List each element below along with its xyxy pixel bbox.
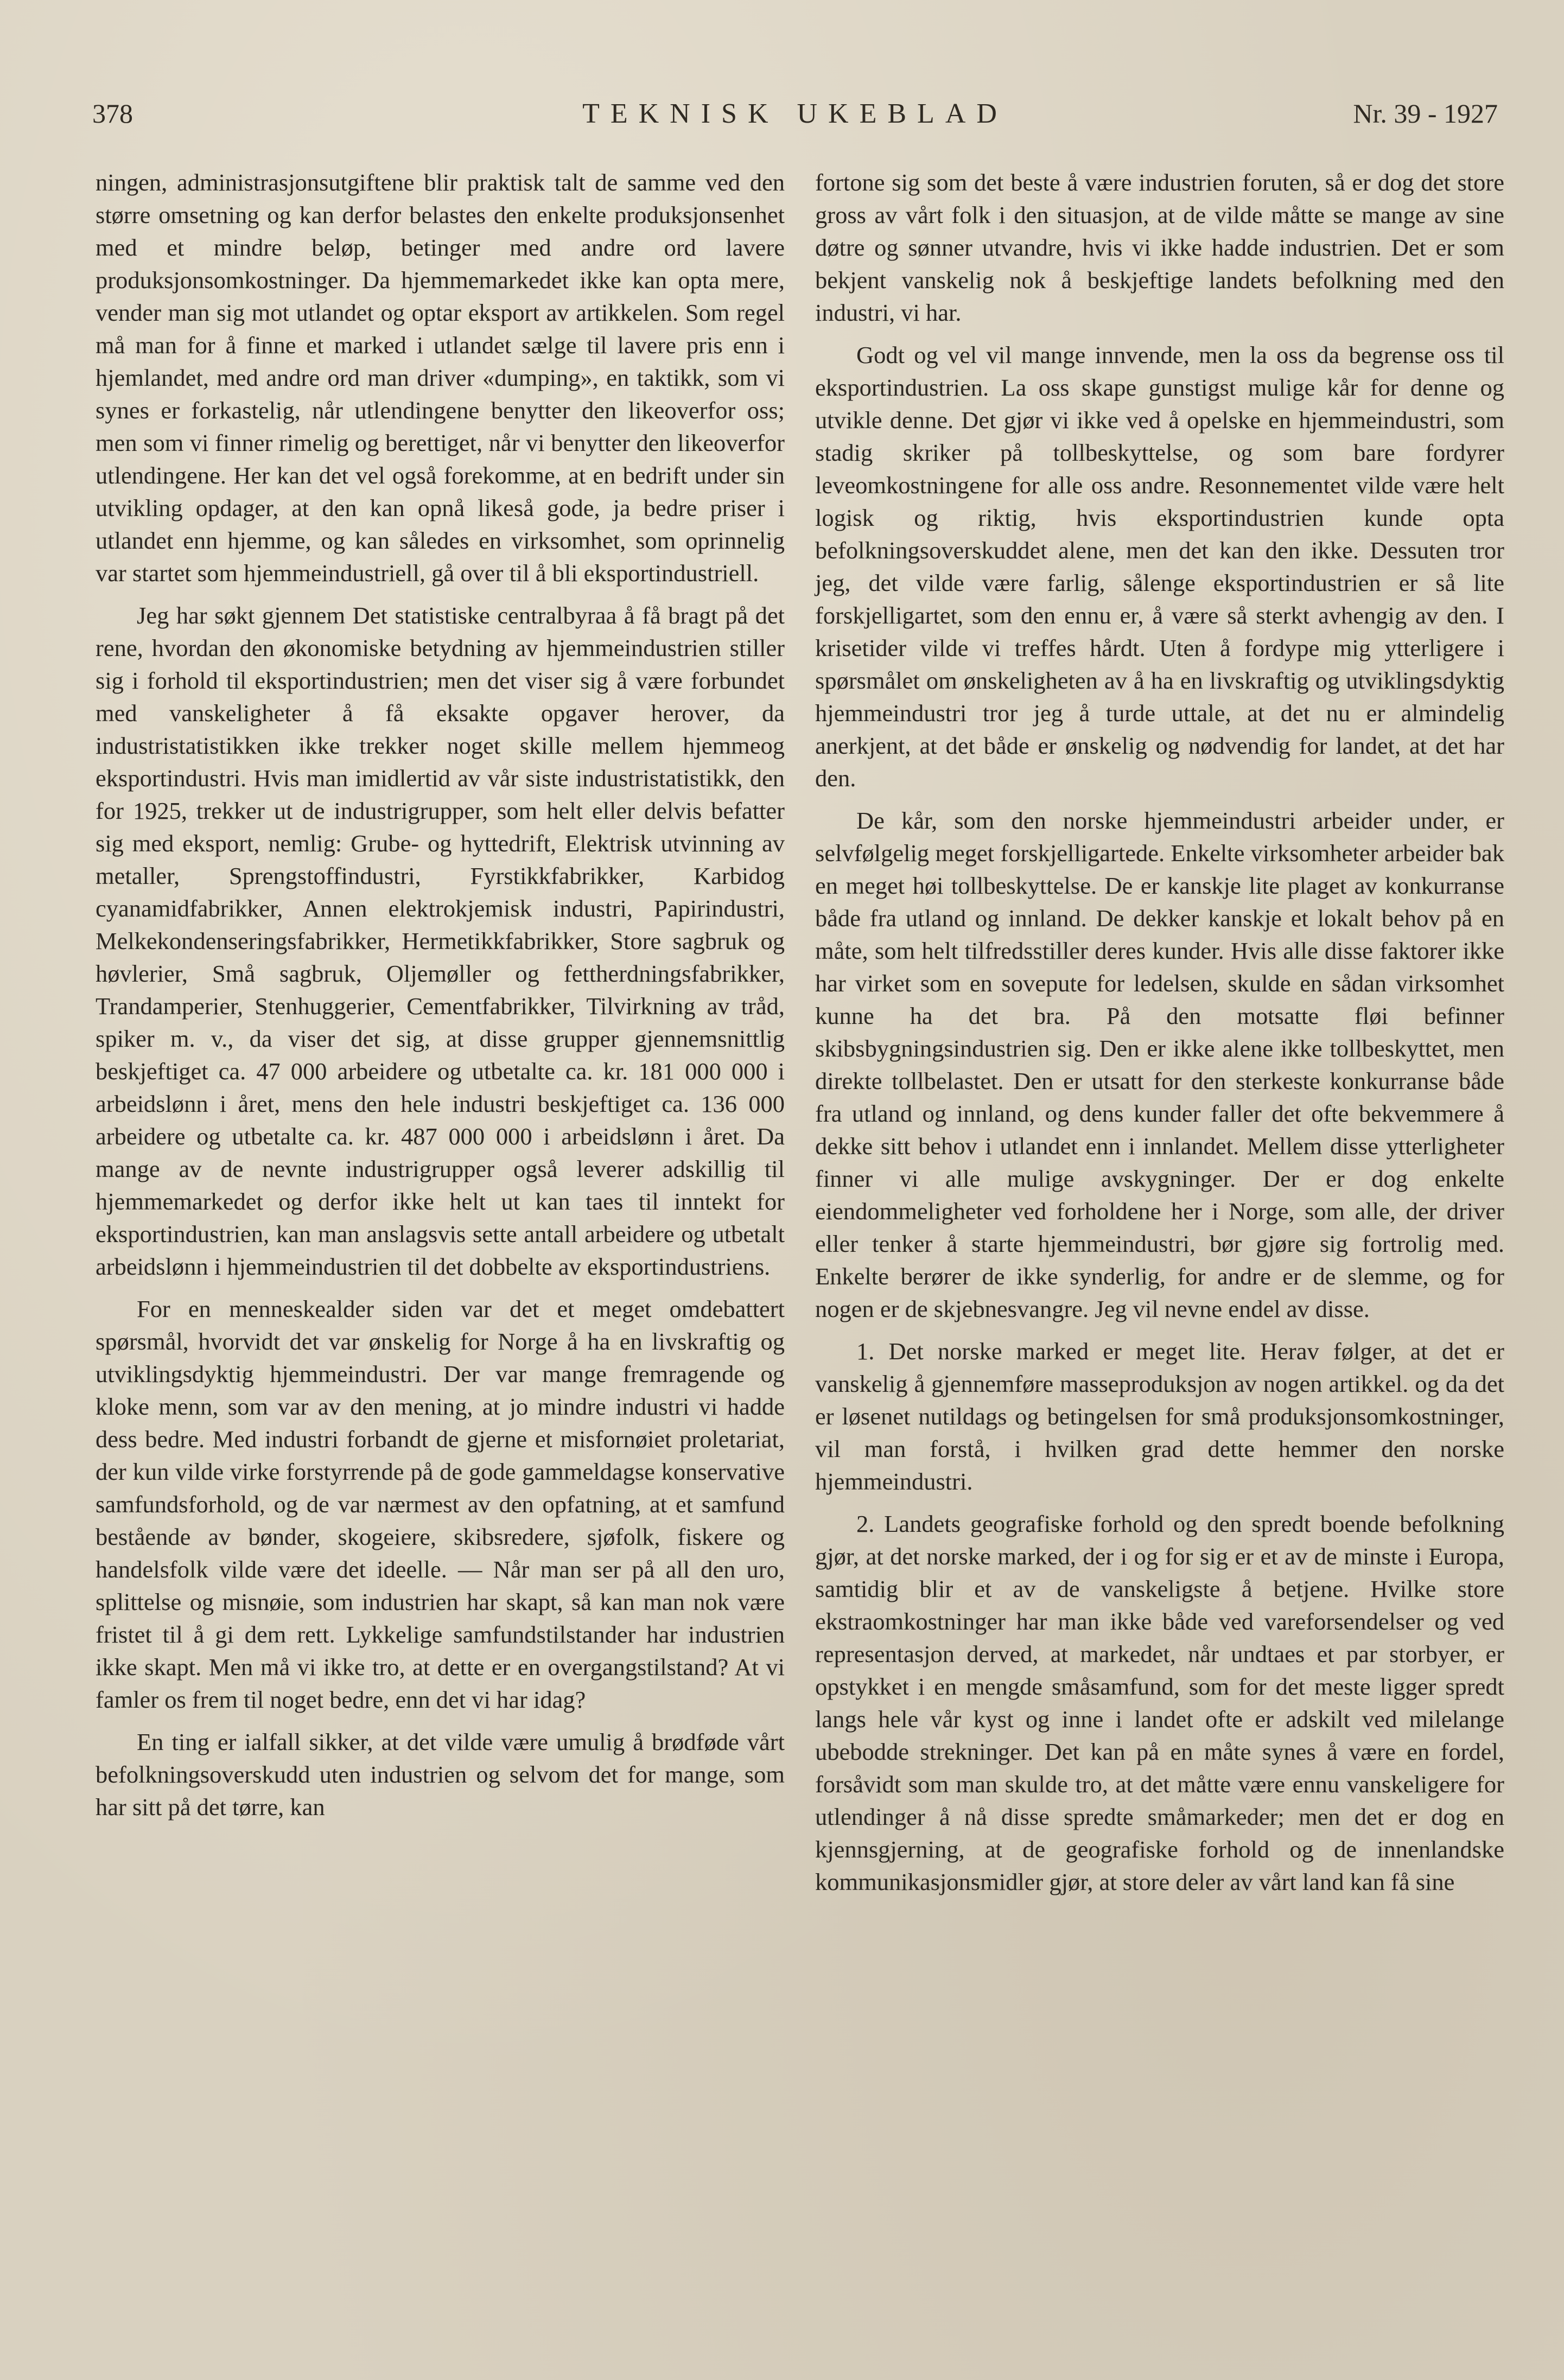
publication-title: TEKNISK UKEBLAD [582, 98, 1008, 129]
issue-number: Nr. 39 - 1927 [1353, 98, 1498, 129]
paragraph: ningen, administrasjonsutgiftene blir praktisk talt de samme ved den større omsetning og kan derfor belastes den enkelte produksjonsenhet med et mindre beløp, betinger med andre ord lavere produksjonsomkostninger. Da hjemmemarkedet ikke kan opta mere, vender man sig mot utlandet og optar eksport av artikkelen. Som regel må man for å finne et marked i utlandet sælge til lavere pris enn i hjemlandet, med andre ord man driver «dumping», en taktikk, som vi synes er forkastelig, når utlendingene benytter den likeoverfor oss; men som vi finner rimelig og berettiget, når vi benytter den likeoverfor utlendingene. Her kan det vel også forekomme, at en bedrift under sin utvikling opdager, at den kan opnå likeså gode, ja bedre priser i utlandet enn hjemme, og kan således en virksomhet, som oprinnelig var startet som hjemmeindustriell, gå over til å bli eksportindustriell. [96, 169, 785, 587]
page-header [92, 98, 1498, 141]
numbered-paragraph: 2. Landets geografiske forhold og den spredt boende befolkning gjør, at det norske marked, der i og for sig er et av de minste i Europa, samtidig blir et av de vanskeligste å betjene. Hvilke store ekstraomkostninger har man ikke både ved vareforsendelser og ved representasjon derved, at markedet, når undtaes et par storbyer, er opstykket i en mengde småsamfund, som for det meste ligger spredt langs hele vår kyst og inne i landet ofte er adskilt ved milelange ubebodde strekninger. Det kan på en måte synes å være en fordel, forsåvidt som man skulde tro, at det måtte være ennu vanskeligere for utlendinger å nå disse spredte småmarkeder; men det er dog en kjennsgjerning, at de geografiske forhold og de innenlandske kommunikasjonsmidler gjør, at store deler av vårt land kan få sine [815, 1510, 1504, 1895]
paragraph: For en menneskealder siden var det et meget omdebattert spørsmål, hvorvidt det var ønskelig for Norge å ha en livskraftig og utviklingsdyktig hjemmeindustri. Der var mange fremragende og kloke menn, som var av den mening, at jo mindre industri vi hadde dess bedre. Med industri forbandt de gjerne et misfornøiet proletariat, der kun vilde virke forstyrrende på de gode gammeldagse konservative samfundsforhold, og de var nærmest av den opfatning, at et samfund bestående av bønder, skogeiere, skibsredere, sjøfolk, fiskere og handelsfolk vilde være det ideelle. — Når man ser på all den uro, splittelse og misnøie, som industrien har skapt, så kan man nok være fristet til å gi dem rett. Lykkelige samfundstilstander har industrien ikke skapt. Men må vi ikke tro, at dette er en overgangstilstand? At vi famler os frem til noget bedre, enn det vi har idag? [96, 1295, 785, 1713]
page-number: 378 [92, 98, 133, 129]
left-column [96, 166, 785, 1833]
paragraph: fortone sig som det beste å være industrien foruten, så er dog det store gross av vårt folk i den situasjon, at de vilde måtte se mange av sine døtre og sønner utvandre, hvis vi ikke hadde industrien. Det er som bekjent vanskelig nok å beskjeftige landets befolkning med den industri, vi har. [815, 169, 1504, 326]
right-column [815, 166, 1504, 1908]
paragraph: En ting er ialfall sikker, at det vilde være umulig å brødføde vårt befolkningsoverskudd uten industrien og selvom det for mange, som har sitt på det tørre, kan [96, 1728, 785, 1821]
paragraph: De kår, som den norske hjemmeindustri arbeider under, er selvfølgelig meget forskjelligartede. Enkelte virksomheter arbeider bak en meget høi tollbeskyttelse. De er kanskje lite plaget av konkurranse både fra utland og innland. De dekker kanskje et lokalt behov på en måte, som helt tilfredsstiller deres kunder. Hvis alle disse faktorer ikke har virket som en sovepute for ledelsen, skulde en sådan virksomhet kunne ha det bra. På den motsatte fløi befinner skibsbygningsindustrien sig. Den er ikke alene ikke tollbeskyttet, men direkte tollbelastet. Den er utsatt for den sterkeste konkurranse både fra utland og innland, og dens kunder faller det ofte bekvemmere å dekke sitt behov i utlandet enn i innlandet. Mellem disse ytterligheter finner vi alle mulige avskygninger. Der er dog enkelte eiendommeligheter ved forholdene her i Norge, som alle, der driver eller tenker å starte hjemmeindustri, bør gjøre sig fortrolig med. Enkelte berører de ikke synderlig, for andre er de slemme, og for nogen er de skjebnesvangre. Jeg vil nevne endel av disse. [815, 807, 1504, 1322]
paragraph: Jeg har søkt gjennem Det statistiske centralbyraa å få bragt på det rene, hvordan den økonomiske betydning av hjemmeindustrien stiller sig i forhold til eksportindustrien; men det viser sig å være forbundet med vanskeligheter å få eksakte opgaver herover, da industristatistikken ikke trekker noget skille mellem hjemmeog eksportindustri. Hvis man imidlertid av vår siste industristatistikk, den for 1925, trekker ut de industrigrupper, som helt eller delvis befatter sig med eksport, nemlig: Grube- og hyttedrift, Elektrisk utvinning av metaller, Sprengstoffindustri, Fyrstikkfabrikker, Karbidog cyanamidfabrikker, Annen elektrokjemisk industri, Papirindustri, Melkekondenseringsfabrikker, Hermetikkfabrikker, Store sagbruk og høvlerier, Små sagbruk, Oljemøller og fettherdningsfabrikker, Trandamperier, Stenhuggerier, Cementfabrikker, Tilvirkning av tråd, spiker m. v., da viser det sig, at disse grupper gjennemsnittlig beskjeftiget ca. 47 000 arbeidere og utbetalte ca. kr. 181 000 000 i arbeidslønn i året, mens den hele industri beskjeftiget ca. 136 000 arbeidere og utbetalte ca. kr. 487 000 000 i arbeidslønn i året. Da mange av de nevnte industrigrupper også leverer adskillig til hjemmemarkedet og derfor ikke helt ut kan taes til inntekt for eksportindustrien, kan man anslagsvis sette antall arbeidere og utbetalt arbeidslønn i hjemmeindustrien til det dobbelte av eksportindustriens. [96, 602, 785, 1280]
paragraph: Godt og vel vil mange innvende, men la oss da begrense oss til eksportindustrien. La oss skape gunstigst mulige kår for denne og utvikle denne. Det gjør vi ikke ved å opelske en hjemmeindustri, som stadig skriker på tollbeskyttelse, og som bare fordyrer leveomkostningene for alle oss andre. Resonnementet vilde være helt logisk og riktig, hvis eksportindustrien kunde opta befolkningsoverskuddet alene, men det kan den ikke. Dessuten tror jeg, det vilde være farlig, sålenge eksportindustrien er så lite forskjelligartet, som den ennu er, å være så sterkt avhengig av den. I krisetider vilde vi treffes hårdt. Uten å fordype mig ytterligere i spørsmålet om ønskeligheten av å ha en livskraftig og utviklingsdyktig hjemmeindustri tror jeg å turde uttale, at det nu er almindelig anerkjent, at det både er ønskelig og nødvendig for landet, at det har den. [815, 341, 1504, 792]
numbered-paragraph: 1. Det norske marked er meget lite. Herav følger, at det er vanskelig å gjennemføre masseproduksjon av nogen artikkel. og da det er løsenet nutildags og betingelsen for små produksjonsomkostninger, vil man forstå, i hvilken grad dette hemmer den norske hjemmeindustri. [815, 1338, 1504, 1495]
